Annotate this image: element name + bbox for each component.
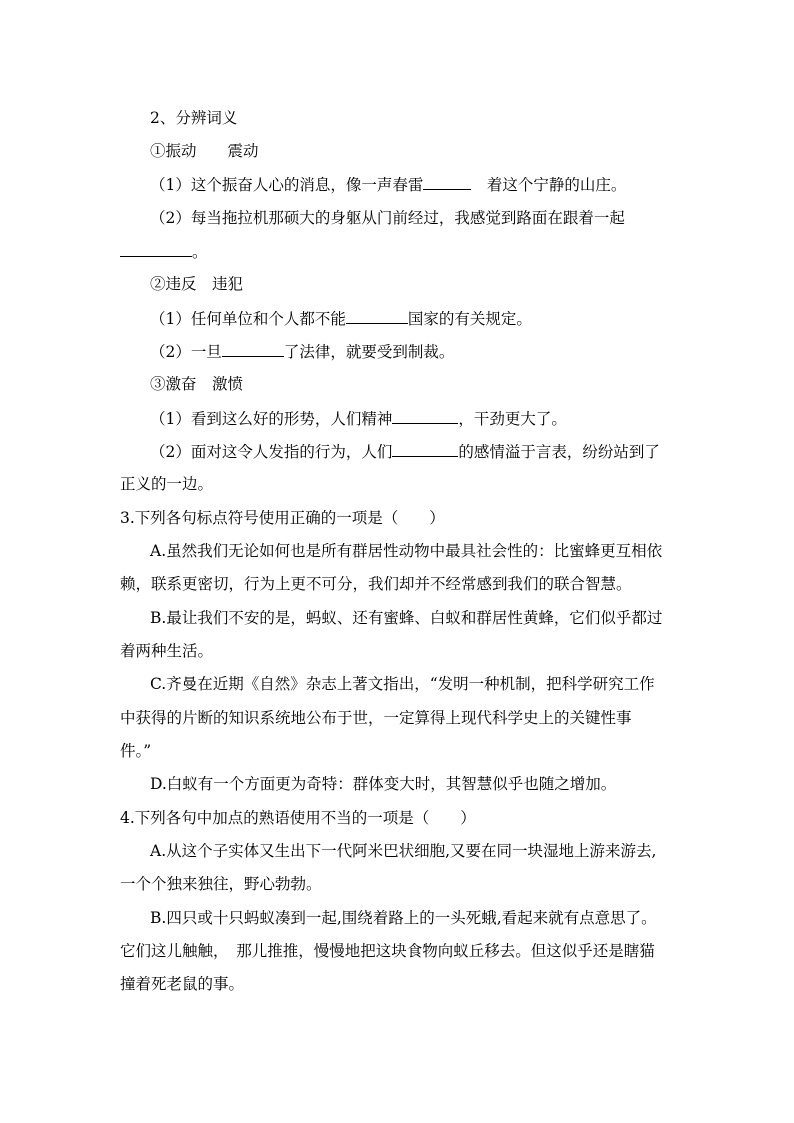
- answer-blank: [423, 174, 471, 190]
- q2-g1-sentence1: [150, 174, 626, 195]
- q4-option-b-cont1: 它们这儿触触， 那儿推推，慢慢地把这块食物向蚁丘移去。但这似乎还是瞎猫: [120, 942, 655, 960]
- q4-option-a: A.从这个子实体又生出下一代阿米巴状细胞,又要在同一块湿地上游来游去,: [150, 842, 657, 860]
- q3-option-d: D.白蚁有一个方面更为奇特：群体变大时，其智慧似乎也随之增加。: [150, 775, 617, 793]
- q2-g3-sentence1: [150, 408, 567, 429]
- q3-option-c-cont2: 件。”: [120, 742, 152, 760]
- text: （1）任何单位和个人都不能: [150, 310, 346, 328]
- text: 着这个宁静的山庄。: [471, 176, 627, 194]
- text: （1）看到这么好的形势，人们精神: [150, 410, 393, 428]
- text: （2）一旦: [150, 343, 222, 361]
- q4-title: 4.下列各句中加点的熟语使用不当的一项是（ ）: [120, 809, 476, 827]
- q2-g3-sentence2: [150, 441, 660, 462]
- q4-option-b-cont2: 撞着死老鼠的事。: [120, 975, 245, 993]
- text: ，干劲更大了。: [458, 410, 567, 428]
- answer-blank: [392, 441, 458, 457]
- q3-option-a: A.虽然我们无论如何也是所有群居性动物中最具社会性的：比蜜蜂更互相依: [150, 542, 663, 560]
- q3-option-b-cont: 着两种生活。: [120, 642, 214, 660]
- text: 的感情溢于言表，纷纷站到了: [458, 443, 660, 461]
- text: 。: [192, 243, 208, 261]
- q3-option-c-cont1: 中获得的片断的知识系统地公布于世，一定算得上现代科学史上的关键性事: [120, 709, 632, 727]
- q2-group1-header: ①振动 震动: [150, 142, 259, 160]
- text: （1）这个振奋人心的消息，像一声春雷: [150, 176, 424, 194]
- q3-option-c: C.齐曼在近期《自然》杂志上著文指出，“发明一种机制，把科学研究工作: [150, 675, 655, 693]
- q2-g1-sentence2-cont: [120, 241, 208, 262]
- q2-g2-sentence1: [150, 308, 532, 329]
- text: 国家的有关规定。: [407, 310, 532, 328]
- q3-option-a-cont: 赖，联系更密切，行为上更不可分，我们却并不经常感到我们的联合智慧。: [120, 575, 632, 593]
- q2-g1-sentence2: （2）每当拖拉机那硕大的身躯从门前经过，我感觉到路面在跟着一起: [150, 209, 625, 227]
- answer-blank: [392, 408, 458, 424]
- q4-option-b: B.四只或十只蚂蚁凑到一起,围绕着路上的一头死蛾,看起来就有点意思了。: [150, 909, 657, 927]
- answer-blank: [346, 308, 408, 324]
- text: （2）面对这令人发指的行为，人们: [150, 443, 393, 461]
- q2-g3-sentence2-cont: 正义的一边。: [120, 475, 214, 493]
- q2-g2-sentence2: [150, 341, 454, 362]
- answer-blank: [222, 341, 284, 357]
- text: 了法律，就要受到制裁。: [283, 343, 455, 361]
- q3-title: 3.下列各句标点符号使用正确的一项是（ ）: [120, 509, 445, 527]
- q4-option-a-cont: 一个个独来独往，野心勃勃。: [120, 875, 322, 893]
- q2-title: 2、分辨词义: [150, 109, 238, 127]
- q2-group3-header: ③激奋 激愤: [150, 375, 244, 393]
- q3-option-b: B.最让我们不安的是，蚂蚁、还有蜜蜂、白蚁和群居性黄蜂，它们似乎都过: [150, 609, 663, 627]
- answer-blank: [120, 241, 192, 257]
- q2-group2-header: ②违反 违犯: [150, 275, 244, 293]
